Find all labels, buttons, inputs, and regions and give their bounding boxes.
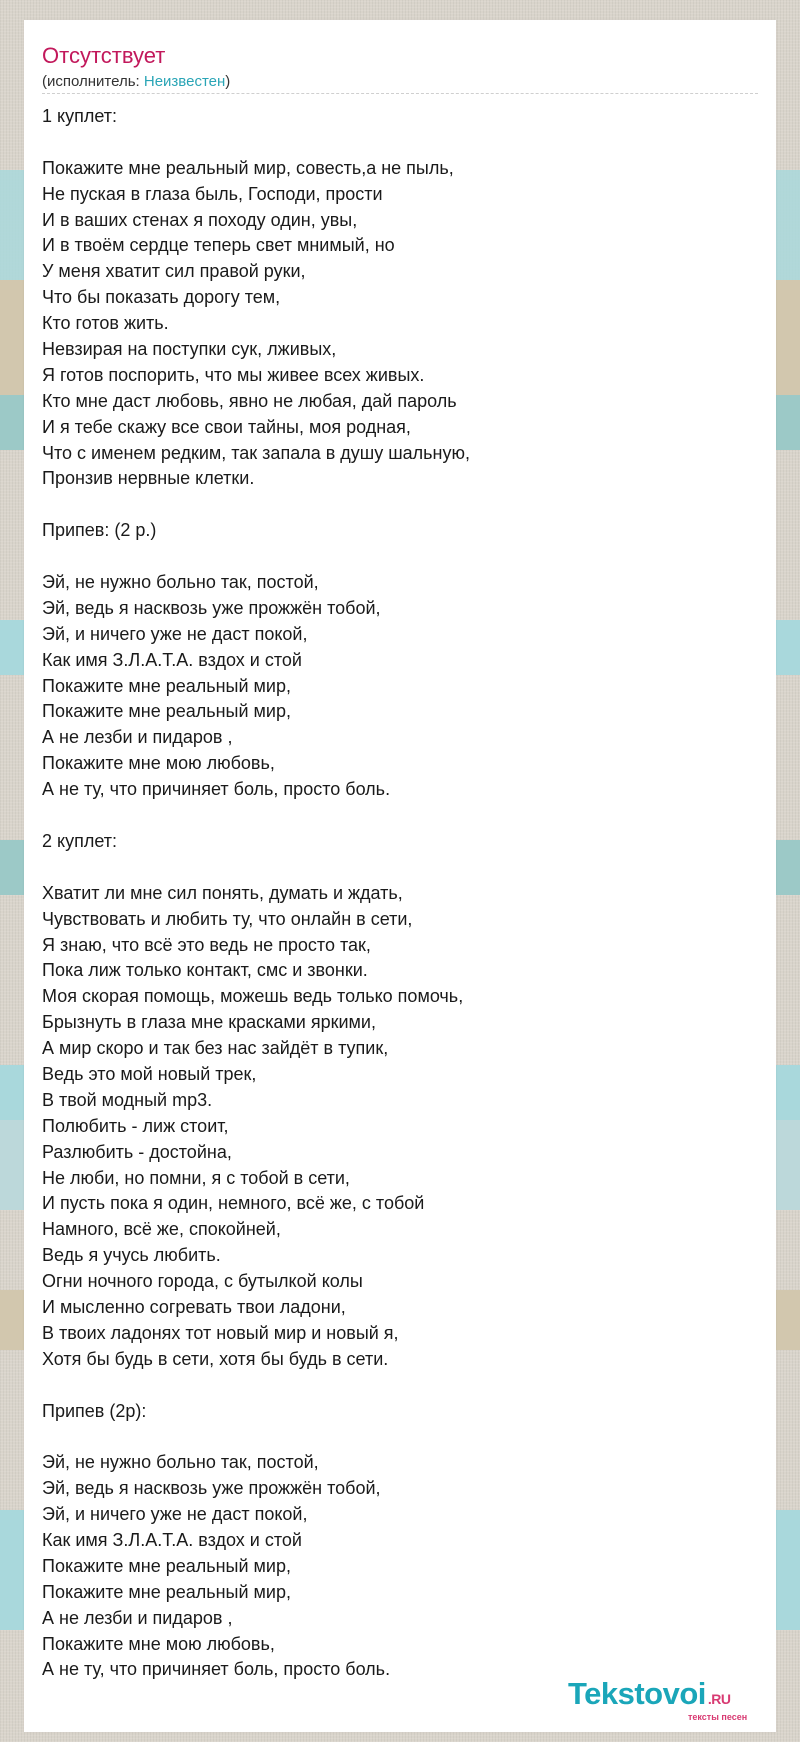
performer-suffix: )	[225, 73, 231, 90]
lyric-line: И в ваших стенах я походу один, увы,	[42, 209, 358, 230]
lyric-line: Не пуская в глаза быль, Господи, прости	[42, 183, 383, 204]
lyric-line: Кто мне даст любовь, явно не любая, дай пароль	[42, 390, 457, 411]
performer-link[interactable]: Неизвестен	[143, 73, 226, 90]
lyric-line: И мысленно согревать твои ладони,	[42, 1296, 346, 1317]
lyric-line: В твоих ладонях тот новый мир и новый я,	[42, 1322, 399, 1343]
lyric-line: Что бы показать дорогу тем,	[42, 287, 281, 308]
lyric-line	[42, 1373, 470, 1399]
lyric-line	[42, 855, 470, 881]
lyric-line: 1 куплет:	[42, 106, 117, 126]
lyric-line: Припев (2р):	[42, 1400, 147, 1421]
lyric-line: Хватит ли мне сил понять, думать и ждать,	[42, 882, 403, 903]
logo-subtitle: тексты песен	[688, 1712, 748, 1722]
lyric-line: В твой модный mp3.	[42, 1089, 213, 1110]
lyric-line: 2 куплет:	[42, 830, 117, 851]
lyric-line: Ведь это мой новый трек,	[42, 1063, 257, 1084]
logo-name: Tekstovoi	[568, 1676, 706, 1711]
lyric-line: Пока лиж только контакт, смс и звонки.	[42, 960, 368, 981]
lyric-line: Я знаю, что всё это ведь не просто так,	[42, 934, 371, 955]
song-title: Отсутствует	[42, 43, 166, 68]
lyric-line: А мир скоро и так без нас зайдёт в тупик,	[42, 1038, 389, 1059]
lyric-line	[42, 1424, 470, 1450]
lyric-line: Эй, не нужно больно так, постой,	[42, 572, 319, 593]
lyric-line: У меня хватит сил правой руки,	[42, 261, 306, 282]
lyric-line: Ведь я учусь любить.	[42, 1245, 221, 1266]
lyric-line: Полюбить - лиж стоит,	[42, 1115, 229, 1136]
lyric-line: Покажите мне мою любовь,	[42, 1633, 275, 1654]
lyric-line: И в твоём сердце теперь свет мнимый, но	[42, 235, 395, 256]
lyric-line: Покажите мне реальный мир,	[42, 701, 291, 722]
lyric-line: И пусть пока я один, немного, всё же, с тобой	[42, 1193, 425, 1214]
lyric-line: Невзирая на поступки сук, лживых,	[42, 339, 337, 360]
lyric-line: Покажите мне реальный мир,	[42, 1555, 291, 1576]
lyric-line: Эй, и ничего уже не даст покой,	[42, 1504, 308, 1525]
lyric-line: Моя скорая помощь, можешь ведь только помочь,	[42, 986, 464, 1007]
lyric-line: Хотя бы будь в сети, хотя бы будь в сети.	[42, 1348, 389, 1369]
lyric-line: Пронзив нервные клетки.	[42, 468, 255, 489]
logo-tld: .RU	[707, 1691, 731, 1707]
lyric-line: Разлюбить - достойна,	[42, 1141, 232, 1162]
lyric-line: Эй, ведь я насквозь уже прожжён тобой,	[42, 597, 381, 618]
lyric-line: А не лезби и пидаров ,	[42, 1607, 233, 1628]
lyric-line	[42, 544, 470, 570]
lyric-line: Покажите мне мою любовь,	[42, 753, 275, 774]
lyric-line: Не люби, но помни, я с тобой в сети,	[42, 1167, 350, 1188]
lyric-line: Намного, всё же, спокойней,	[42, 1219, 281, 1240]
lyric-line: А не лезби и пидаров ,	[42, 727, 233, 748]
divider	[42, 93, 758, 94]
lyric-line: Эй, ведь я насквозь уже прожжён тобой,	[42, 1478, 381, 1499]
lyric-line: Эй, и ничего уже не даст покой,	[42, 623, 308, 644]
performer-prefix: (исполнитель:	[42, 73, 144, 90]
lyric-line: Эй, не нужно больно так, постой,	[42, 1452, 319, 1473]
lyric-line: Огни ночного города, с бутылкой колы	[42, 1271, 363, 1292]
lyric-line: Брызнуть в глаза мне красками яркими,	[42, 1012, 376, 1033]
lyric-line: Как имя З.Л.А.Т.А. вздох и стой	[42, 1529, 302, 1550]
lyric-line: А не ту, что причиняет боль, просто боль.	[42, 1659, 391, 1680]
lyric-line: Покажите мне реальный мир, совесть,а не пыль,	[42, 157, 454, 178]
lyric-line: Как имя З.Л.А.Т.А. вздох и стой	[42, 649, 302, 670]
performer-line	[42, 73, 230, 90]
lyric-line: Кто готов жить.	[42, 313, 169, 334]
lyric-line: И я тебе скажу все свои тайны, моя родная,	[42, 416, 411, 437]
lyric-line	[42, 803, 470, 829]
lyric-line: Покажите мне реальный мир,	[42, 675, 291, 696]
lyric-line	[42, 492, 470, 518]
lyrics-text	[42, 104, 470, 1683]
lyric-line: Что с именем редким, так запала в душу шальную,	[42, 442, 471, 463]
lyric-line	[42, 130, 470, 156]
lyric-line: Покажите мне реальный мир,	[42, 1581, 291, 1602]
lyric-line: Припев: (2 р.)	[42, 520, 157, 541]
site-logo[interactable]	[568, 1676, 731, 1712]
lyric-line: Я готов поспорить, что мы живее всех живых.	[42, 364, 425, 385]
lyric-line: А не ту, что причиняет боль, просто боль.	[42, 779, 391, 800]
lyric-line: Чувствовать и любить ту, что онлайн в сети,	[42, 908, 413, 929]
